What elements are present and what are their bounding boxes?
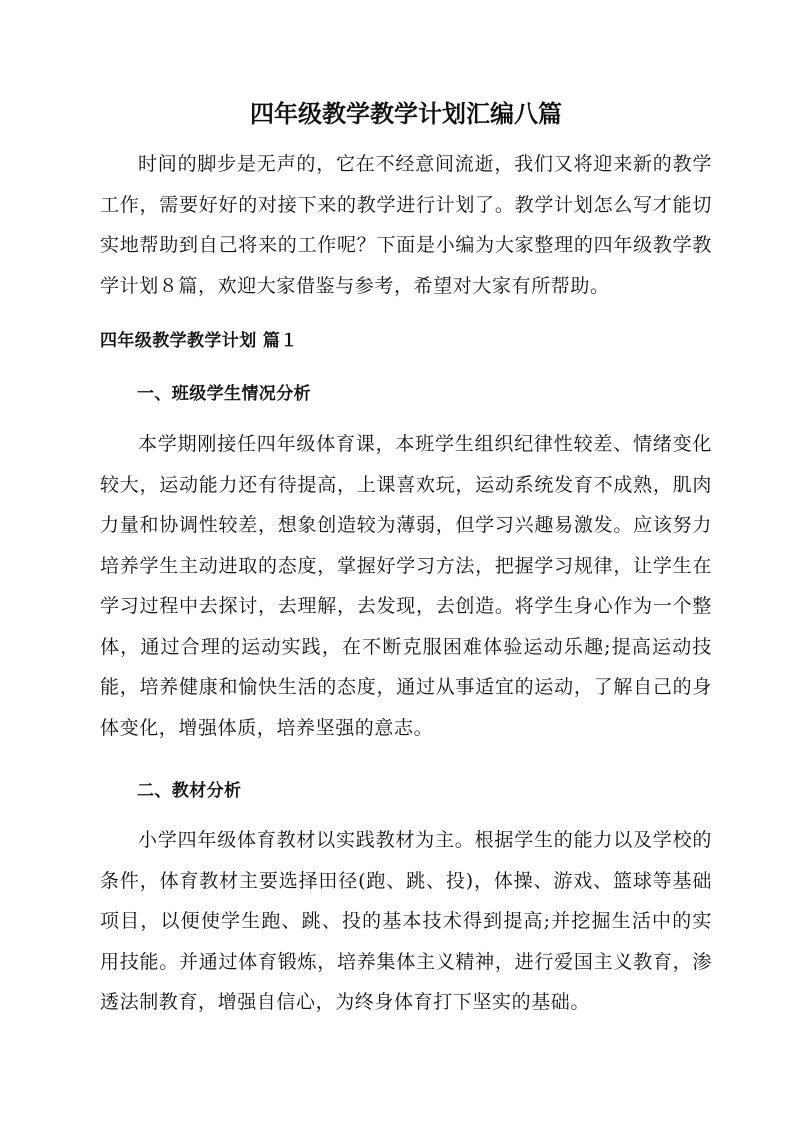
document-title: 四年级教学教学计划汇编八篇	[250, 99, 562, 128]
section-body-class-analysis: 本学期刚接任四年级体育课，本班学生组织纪律性较差、情绪变化较大，运动能力还有待提高，上课喜欢玩，运动系统发育不成熟，肌肉力量和协调性较差，想象创造较为薄弱，但学习兴趣易激发。应该努力培养学生主动进取的态度，掌握好学习方法，把握学习规律，让学生在学习过程中去探讨，去理解，去发现，去创造。将学生身心作为一个整体，通过合理的运动实践，在不断克服困难体验运动乐趣;提高运动技能，培养健康和愉快生活的态度，通过从事适宜的运动，了解自己的身体变化，增强体质，培养坚强的意志。	[100, 433, 712, 739]
section-heading-textbook-analysis: 二、教材分析	[137, 781, 242, 801]
section-heading-class-analysis: 一、班级学生情况分析	[137, 384, 311, 404]
intro-paragraph: 时间的脚步是无声的，它在不经意间流逝，我们又将迎来新的教学工作，需要好好的对接下来的教学进行计划了。教学计划怎么写才能切实地帮助到自己将来的工作呢？下面是小编为大家整理的四年级教学教学计划８篇，欢迎大家借鉴与参考，希望对大家有所帮助。	[100, 153, 712, 297]
article-heading: 四年级教学教学计划 篇１	[100, 331, 298, 351]
section-body-textbook-analysis: 小学四年级体育教材以实践教材为主。根据学生的能力以及学校的条件，体育教材主要选择田径(跑、跳、投)，体操、游戏、篮球等基础项目，以便使学生跑、跳、投的基本技术得到提高;并挖掘生活中的实用技能。并通过体育锻炼，培养集体主义精神，进行爱国主义教育，渗透法制教育，增强自信心，为终身体育打下坚实的基础。	[100, 829, 712, 1013]
